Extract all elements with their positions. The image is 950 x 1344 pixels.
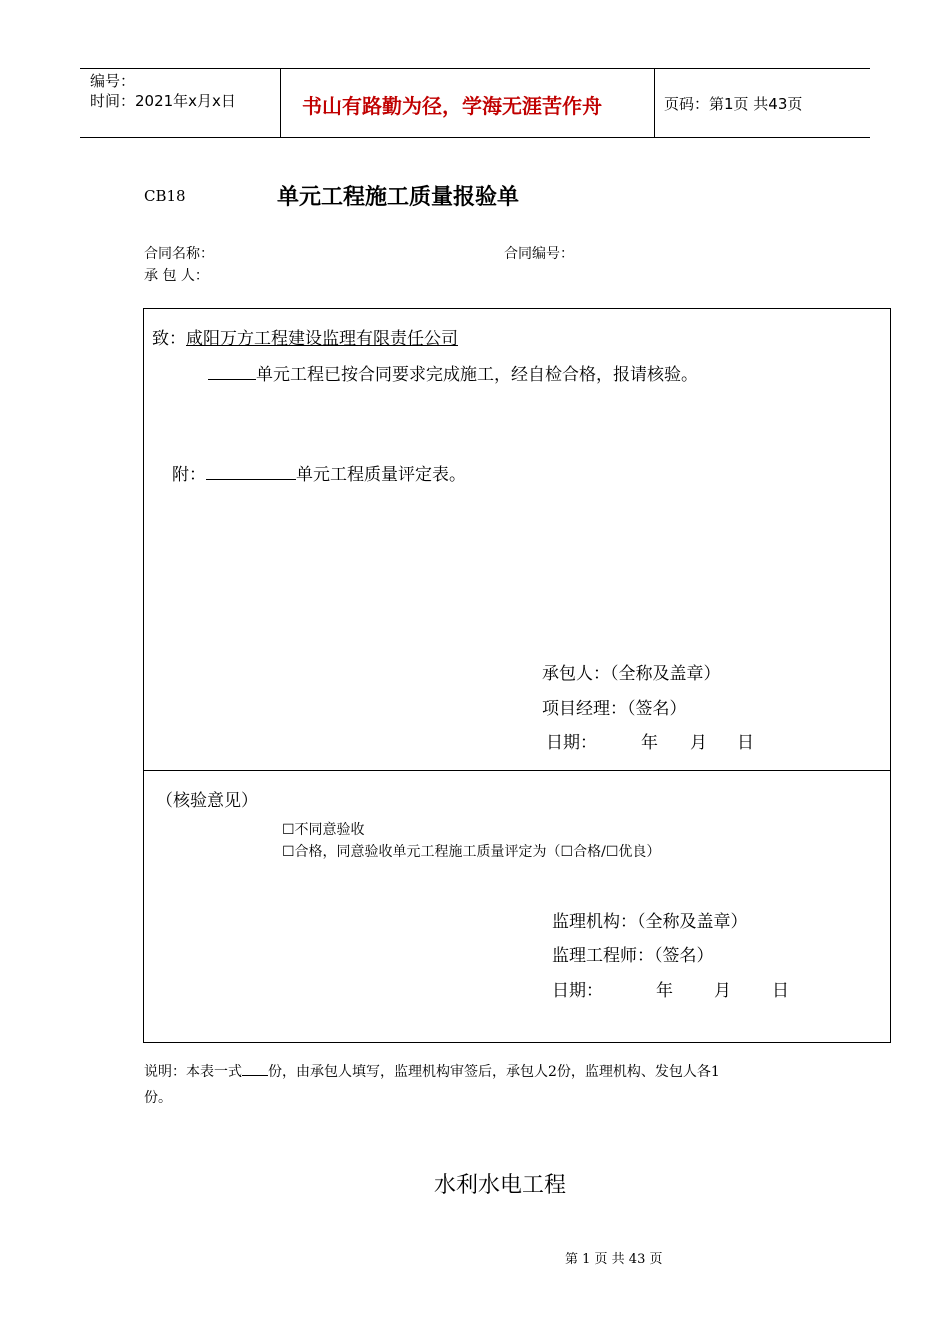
form-title: 单元工程施工质量报验单 [277, 185, 520, 210]
day-label-2: 日 [772, 981, 789, 1001]
attachment-suffix: 单元工程质量评定表。 [296, 465, 466, 485]
engineer-signature: 监理工程师：（签名） [552, 946, 714, 966]
statement-text: 单元工程已按合同要求完成施工，经自检合格，报请核验。 [256, 365, 698, 385]
date-label-1: 日期： [546, 733, 597, 753]
footer-title: 水利水电工程 [434, 1173, 567, 1198]
note-line-2: 份。 [144, 1090, 172, 1106]
org-signature: 监理机构：（全称及盖章） [552, 912, 748, 932]
note-part1: 说明：本表一式 [144, 1064, 242, 1080]
review-heading: （核验意见） [156, 791, 258, 811]
contract-no-label: 合同编号： [504, 246, 574, 262]
attachment-prefix: 附： [172, 465, 206, 485]
month-label-2: 月 [714, 981, 731, 1001]
to-prefix: 致： [152, 329, 186, 349]
header-divider [654, 69, 655, 137]
month-label-1: 月 [690, 733, 707, 753]
contract-name-label: 合同名称： [144, 246, 214, 262]
contractor-signature: 承包人：（全称及盖章） [542, 664, 721, 684]
date-label-2: 日期： [552, 981, 603, 1001]
day-label-1: 日 [737, 733, 754, 753]
manager-signature: 项目经理：（签名） [542, 699, 687, 719]
note-line-1 [144, 1061, 720, 1081]
header-divider [280, 69, 281, 137]
statement-line [208, 360, 698, 385]
number-label: 编号： [90, 72, 136, 90]
year-label-2: 年 [656, 981, 673, 1001]
option-agree[interactable]: ☐合格，同意验收单元工程施工质量评定为（☐合格/☐优良） [282, 844, 661, 860]
addressee-line [152, 324, 458, 349]
contractor-label: 承 包 人： [144, 268, 209, 284]
page-footer: 第 1 页 共 43 页 [565, 1252, 663, 1267]
year-label-1: 年 [641, 733, 658, 753]
note-part2: 份，由承包人填写，监理机构审签后，承包人2份，监理机构、发包人各1 [268, 1064, 720, 1080]
time-label: 时间：2021年x月x日 [90, 92, 236, 110]
copies-blank[interactable] [242, 1061, 268, 1076]
attachment-blank[interactable] [206, 463, 296, 480]
to-company: 咸阳万方工程建设监理有限责任公司 [186, 329, 458, 349]
page-info: 页码：第1页 共43页 [664, 95, 803, 113]
unit-blank[interactable] [208, 363, 256, 380]
motto-text: 书山有路勤为径，学海无涯苦作舟 [302, 94, 602, 118]
attachment-line [172, 460, 466, 485]
option-disagree[interactable]: ☐不同意验收 [282, 822, 365, 838]
form-code: CB18 [144, 187, 186, 205]
